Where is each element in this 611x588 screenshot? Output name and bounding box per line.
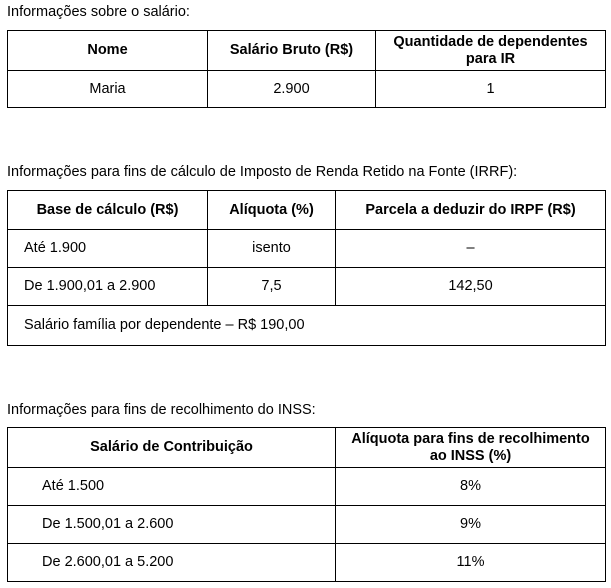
header-contribuicao: Salário de Contribuição: [8, 428, 336, 468]
cell-parcela: –: [336, 230, 606, 268]
table-row: [8, 468, 606, 506]
inss-table: [7, 427, 606, 582]
header-nome: Nome: [8, 31, 208, 71]
inss-caption: Informações para fins de recolhimento do INSS:: [7, 402, 316, 418]
table-row: [8, 71, 606, 108]
cell-dependentes: 1: [376, 71, 606, 108]
table-row: [8, 506, 606, 544]
cell-faixa: De 1.500,01 a 2.600: [8, 506, 336, 544]
header-parcela: Parcela a deduzir do IRPF (R$): [336, 191, 606, 230]
cell-aliquota: 7,5: [208, 268, 336, 306]
table-row: [8, 268, 606, 306]
cell-faixa: De 2.600,01 a 5.200: [8, 544, 336, 582]
cell-aliquota: isento: [208, 230, 336, 268]
cell-nome: Maria: [8, 71, 208, 108]
header-base: Base de cálculo (R$): [8, 191, 208, 230]
cell-faixa: Até 1.500: [8, 468, 336, 506]
salario-familia-note: Salário família por dependente – R$ 190,00: [8, 306, 606, 346]
cell-salario: 2.900: [208, 71, 376, 108]
cell-base: De 1.900,01 a 2.900: [8, 268, 208, 306]
cell-aliquota: 8%: [336, 468, 606, 506]
header-salario-bruto: Salário Bruto (R$): [208, 31, 376, 71]
irrf-table: [7, 190, 606, 346]
cell-aliquota: 11%: [336, 544, 606, 582]
cell-parcela: 142,50: [336, 268, 606, 306]
header-aliquota: Alíquota (%): [208, 191, 336, 230]
cell-aliquota: 9%: [336, 506, 606, 544]
table-row: [8, 544, 606, 582]
header-aliquota-inss: Alíquota para fins de recolhimento ao INSS (%): [336, 428, 606, 468]
salary-caption: Informações sobre o salário:: [7, 4, 190, 20]
salary-table: [7, 30, 606, 108]
irrf-caption: Informações para fins de cálculo de Imposto de Renda Retido na Fonte (IRRF):: [7, 164, 518, 180]
cell-base: Até 1.900: [8, 230, 208, 268]
table-row: [8, 230, 606, 268]
header-dependentes: Quantidade de dependentes para IR: [376, 31, 606, 71]
